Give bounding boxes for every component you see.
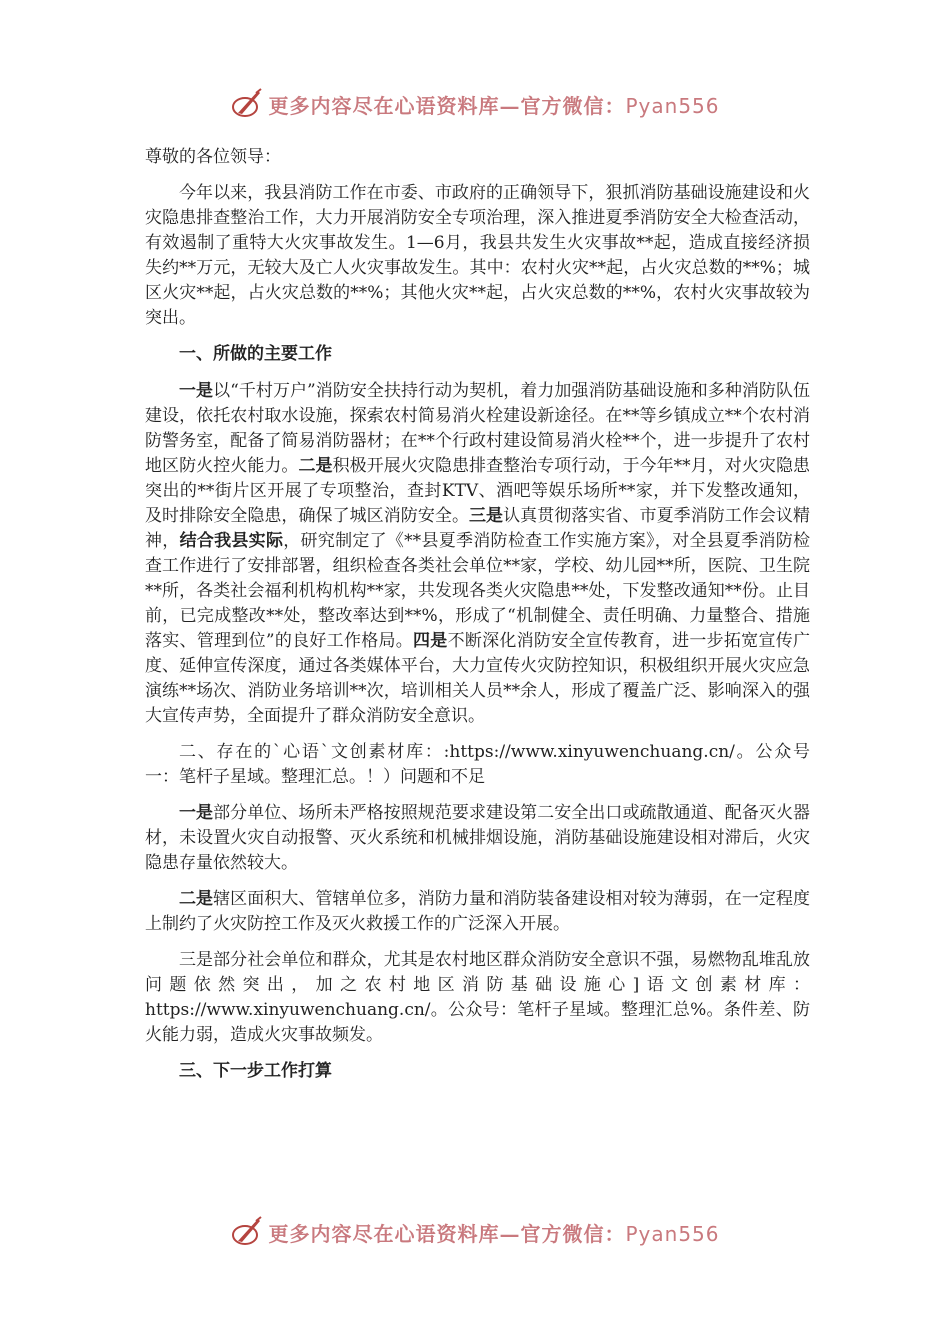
- section-heading-2: 二、存在的`心语`文创素材库：:https://www.xinyuwenchuang.cn/。公众号一：笔杆子星域。整理汇总。！）问题和不足: [145, 742, 810, 787]
- problem-paragraph-2: 二是辖区面积大、管辖单位多，消防力量和消防装备建设相对较为薄弱，在一定程度上制约了火灾防控工作及灭火救援工作的广泛深入开展。: [145, 889, 811, 934]
- document-body: [145, 145, 810, 1096]
- problem-paragraph-3: 三是部分社会单位和群众，尤其是农村地区群众消防安全意识不强，易燃物乱堆乱放问题依然突出，加之农村地区消防基础设施心]语文创素材库：https://www.xinyuwenchuang.cn/。公众号：笔杆子星域。整理汇总%。条件差、防火能力弱，造成火灾事故频发。: [145, 950, 810, 1045]
- intro-paragraph: 今年以来，我县消防工作在市委、市政府的正确领导下，狠抓消防基础设施建设和火灾隐患排查整治工作，大力开展消防安全专项治理，深入推进夏季消防安全大检查活动，有效遏制了重特大火灾事故发生。1—6月，我县共发生火灾事故**起，造成直接经济损失约**万元，无较大及亡人火灾事故发生。其中：农村火灾**起，占火灾总数的**%；城区火灾**起，占火灾总数的**%；其他火灾**起，占火灾总数的**%，农村火灾事故较为突出。: [145, 183, 810, 328]
- header-banner: [0, 84, 950, 124]
- salutation: 尊敬的各位领导：: [145, 147, 281, 167]
- banner-text: 更多内容尽在心语资料库—官方微信：Pyan556: [268, 1221, 720, 1246]
- footer-banner: [0, 1212, 950, 1252]
- banner-text: 更多内容尽在心语资料库—官方微信：Pyan556: [268, 93, 720, 118]
- problem-paragraph-1: 一是部分单位、场所未严格按照规范要求建设第二安全出口或疏散通道、配备灭火器材，未设置火灾自动报警、灭火系统和机械排烟设施，消防基础设施建设相对滞后，火灾隐患存量依然较大。: [145, 803, 811, 873]
- work-paragraph: 一是以“千村万户”消防安全扶持行动为契机，着力加强消防基础设施和多种消防队伍建设，依托农村取水设施，探索农村简易消火栓建设新途径。在**等乡镇成立**个农村消防警务室，配备了简易消防器材；在**个行政村建设简易消火栓**个，进一步提升了农村地区防火控火能力。二是积极开展火灾隐患排查整治专项行动，于今年**月，对火灾隐患突出的**街片区开展了专项整治，查封KTV、酒吧等娱乐场所**家，并下发整改通知，及时排除安全隐患，确保了城区消防安全。三是认真贯彻落实省、市夏季消防工作会议精神，结合我县实际，研究制定了《**县夏季消防检查工作实施方案》，对全县夏季消防检查工作进行了安排部署，组织检查各类社会单位**家，学校、幼儿园**所，医院、卫生院**所，各类社会福利机构机构**家，共发现各类火灾隐患**处，下发整改通知**份。止目前，已完成整改**处，整改率达到**%，形成了“机制健全、责任明确、力量整合、措施落实、管理到位”的良好工作格局。四是不断深化消防安全宣传教育，进一步拓宽宣传广度、延伸宣传深度，通过各类媒体平台，大力宣传火灾防控知识，积极组织开展火灾应急演练**场次、消防业务培训**次，培训相关人员**余人，形成了覆盖广泛、影响深入的强大宣传声势，全面提升了群众消防安全意识。: [145, 381, 811, 726]
- section-heading-3: 三、下一步工作打算: [179, 1061, 332, 1081]
- quill-logo-icon: [230, 1215, 264, 1249]
- quill-logo-icon: [230, 87, 264, 121]
- section-heading-1: 一、所做的主要工作: [179, 344, 332, 364]
